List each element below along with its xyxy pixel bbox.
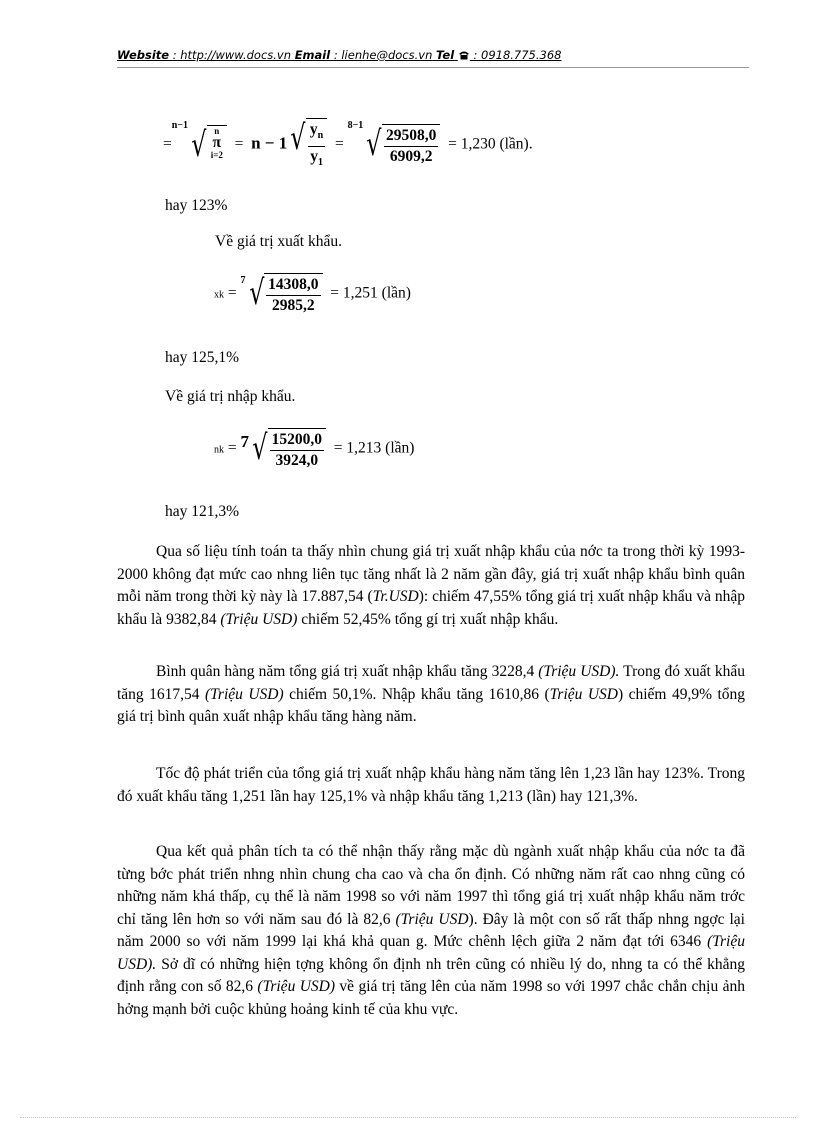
website-label: Website [117, 48, 170, 62]
fraction-denominator: 2985,2 [272, 297, 315, 314]
fraction-numerator: 14308,0 [266, 276, 320, 296]
equals-sign: = [163, 135, 172, 153]
radical-values: √ $\frac{29508,0}{6909,2}$ [363, 124, 440, 166]
text: về giá trị tăng lên của năm 1998 so với 1997 chắc chắn chịu ảnh hởng mạnh bởi cuộc khủng hoảng kinh tế của khu vực. [117, 978, 746, 1018]
unit-italic: (Triệu USD). [538, 663, 620, 680]
radical-ratio: √ $\frac{y_n}{y_1}$ [287, 118, 327, 172]
text: chiếm 50,1%. Nhập khẩu tăng 1610,86 ( [283, 685, 550, 703]
product-lower: i=2 [210, 150, 223, 161]
radical-import: √ $\frac{15200,0}{3924,0}$ [249, 428, 326, 470]
y-n: y [309, 121, 318, 138]
text: ). Đây là một con số rất thấp nhng ngợc lại năm 2000 so với năm 1999 lại khá khả quan g. Mức chênh lệch giữa 2 năm đạt tới 6346 [117, 910, 745, 950]
formula-growth-total [163, 118, 533, 172]
subscript-nk: nk [214, 444, 224, 456]
radical-export: √ $\frac{14308,0}{2985,2}$ [246, 273, 323, 315]
unit-italic: (Triệu USD) [257, 978, 336, 995]
formula-growth-import [214, 428, 414, 470]
subscript-xk: xk [214, 289, 224, 301]
fraction-numerator: 29508,0 [384, 127, 438, 147]
website-url[interactable]: : http://www.docs.vn [172, 48, 292, 62]
tel-value: : 0918.775.368 [473, 48, 562, 62]
tel-label: Tel [436, 48, 455, 62]
root-index-n-minus-1: n − 1 [251, 133, 288, 153]
fraction-denominator: 3924,0 [275, 452, 319, 469]
unit-italic: Tr.USD [372, 588, 419, 605]
text: Sở dĩ có những hiện tợng không ổn định nh trên cũng có nhiều lý do, nhng ta có thể khẳng định rằng con số 82,6 [117, 955, 745, 995]
text: Bình quân hàng năm tổng giá trị xuất nhập khẩu tăng 3228,4 [156, 663, 539, 680]
product-upper: n [214, 126, 220, 137]
footer-dotted-line [20, 1117, 796, 1118]
text: Trong đó xuất khẩu tăng 1617,54 [117, 663, 745, 703]
root-index: n−1 [171, 120, 189, 131]
email-value[interactable]: : lienhe@docs.vn [333, 48, 433, 62]
formula-growth-export [214, 273, 411, 315]
text: chiếm 52,45% tổng gí trị xuất nhập khẩu. [297, 610, 559, 628]
sub-1: 1 [317, 157, 323, 169]
equals-sign: = [334, 135, 344, 153]
phone-icon [458, 48, 470, 62]
header-rule [117, 67, 749, 68]
email-label: Email [294, 48, 331, 62]
page-header [117, 48, 749, 62]
fraction-numerator: 15200,0 [270, 431, 324, 451]
unit-italic: (Triệu USD) [220, 610, 298, 628]
equals-sign: = [227, 439, 237, 457]
equals-sign: = [227, 284, 237, 302]
result-import-percent: hay 121,3% [165, 503, 240, 520]
formula-result: = 1,213 (lần) [333, 439, 415, 457]
radical-product: √ n π i=2 [188, 125, 227, 165]
unit-italic: (Triệu USD [395, 910, 469, 928]
unit-italic: Triệu USD [549, 685, 618, 703]
text: ) chiếm 49,9% tổng giá trị bình quân xuất nhập khẩu tăng hàng năm. [117, 685, 746, 725]
sub-n: n [317, 130, 324, 142]
paragraph-average [117, 661, 745, 729]
paragraph-growth-rate: Tốc độ phát triển của tổng giá trị xuất nhập khẩu hàng năm tăng lên 1,23 lần hay 123%. Trong đó xuất khẩu tăng 1,251 lần hay 125,1% và nhập khẩu tăng 1,213 (lần) hay 121,3%. [117, 765, 745, 805]
formula-result: = 1,230 (lần). [448, 135, 533, 153]
export-heading: Về giá trị xuất khẩu. [215, 233, 342, 250]
product-symbol: π [212, 134, 221, 152]
unit-italic: (Triệu USD). [117, 933, 745, 973]
fraction-denominator: 6909,2 [389, 148, 433, 166]
y-1: y [310, 148, 318, 166]
text: ): chiếm 47,55% tổng giá trị xuất nhập khẩu và nhập khẩu là 9382,84 [117, 588, 745, 628]
import-heading: Về giá trị nhập khẩu. [165, 388, 296, 405]
root-index: 7 [240, 432, 249, 451]
text: Qua kết quả phân tích ta có thể nhận thấy rằng mặc dù ngành xuất nhập khẩu của nớc ta đã từng bớc phát triển nhng nhìn chung cha cao và cha ổn định. Có những năm rất cao nhng cũng có những năm khá thấp, cụ thể là năm 1998 so với năm 1997 thì tổng giá trị xuất nhập khẩu năm trớc chỉ tăng lên hơn so với năm sau đó là 82,6 [117, 843, 745, 928]
result-export-percent: hay 125,1% [165, 349, 240, 366]
equals-sign: = [234, 135, 244, 153]
root-index: 7 [240, 275, 246, 286]
paragraph-analysis [117, 841, 745, 1021]
formula-result: = 1,251 (lần) [330, 284, 411, 302]
result-total-percent: hay 123% [165, 197, 228, 214]
unit-italic: (Triệu USD) [205, 685, 284, 703]
text: Qua số liệu tính toán ta thấy nhìn chung giá trị xuất nhập khẩu của nớc ta trong thời kỳ 1993-2000 không đạt mức cao nhng liên tục tăng nhất là 2 năm gần đây, giá trị xuất nhập khẩu bình quân mỗi năm trong thời kỳ này là 17.887,54 ( [117, 543, 745, 605]
root-index: 8−1 [347, 120, 364, 131]
paragraph-summary [117, 541, 745, 631]
